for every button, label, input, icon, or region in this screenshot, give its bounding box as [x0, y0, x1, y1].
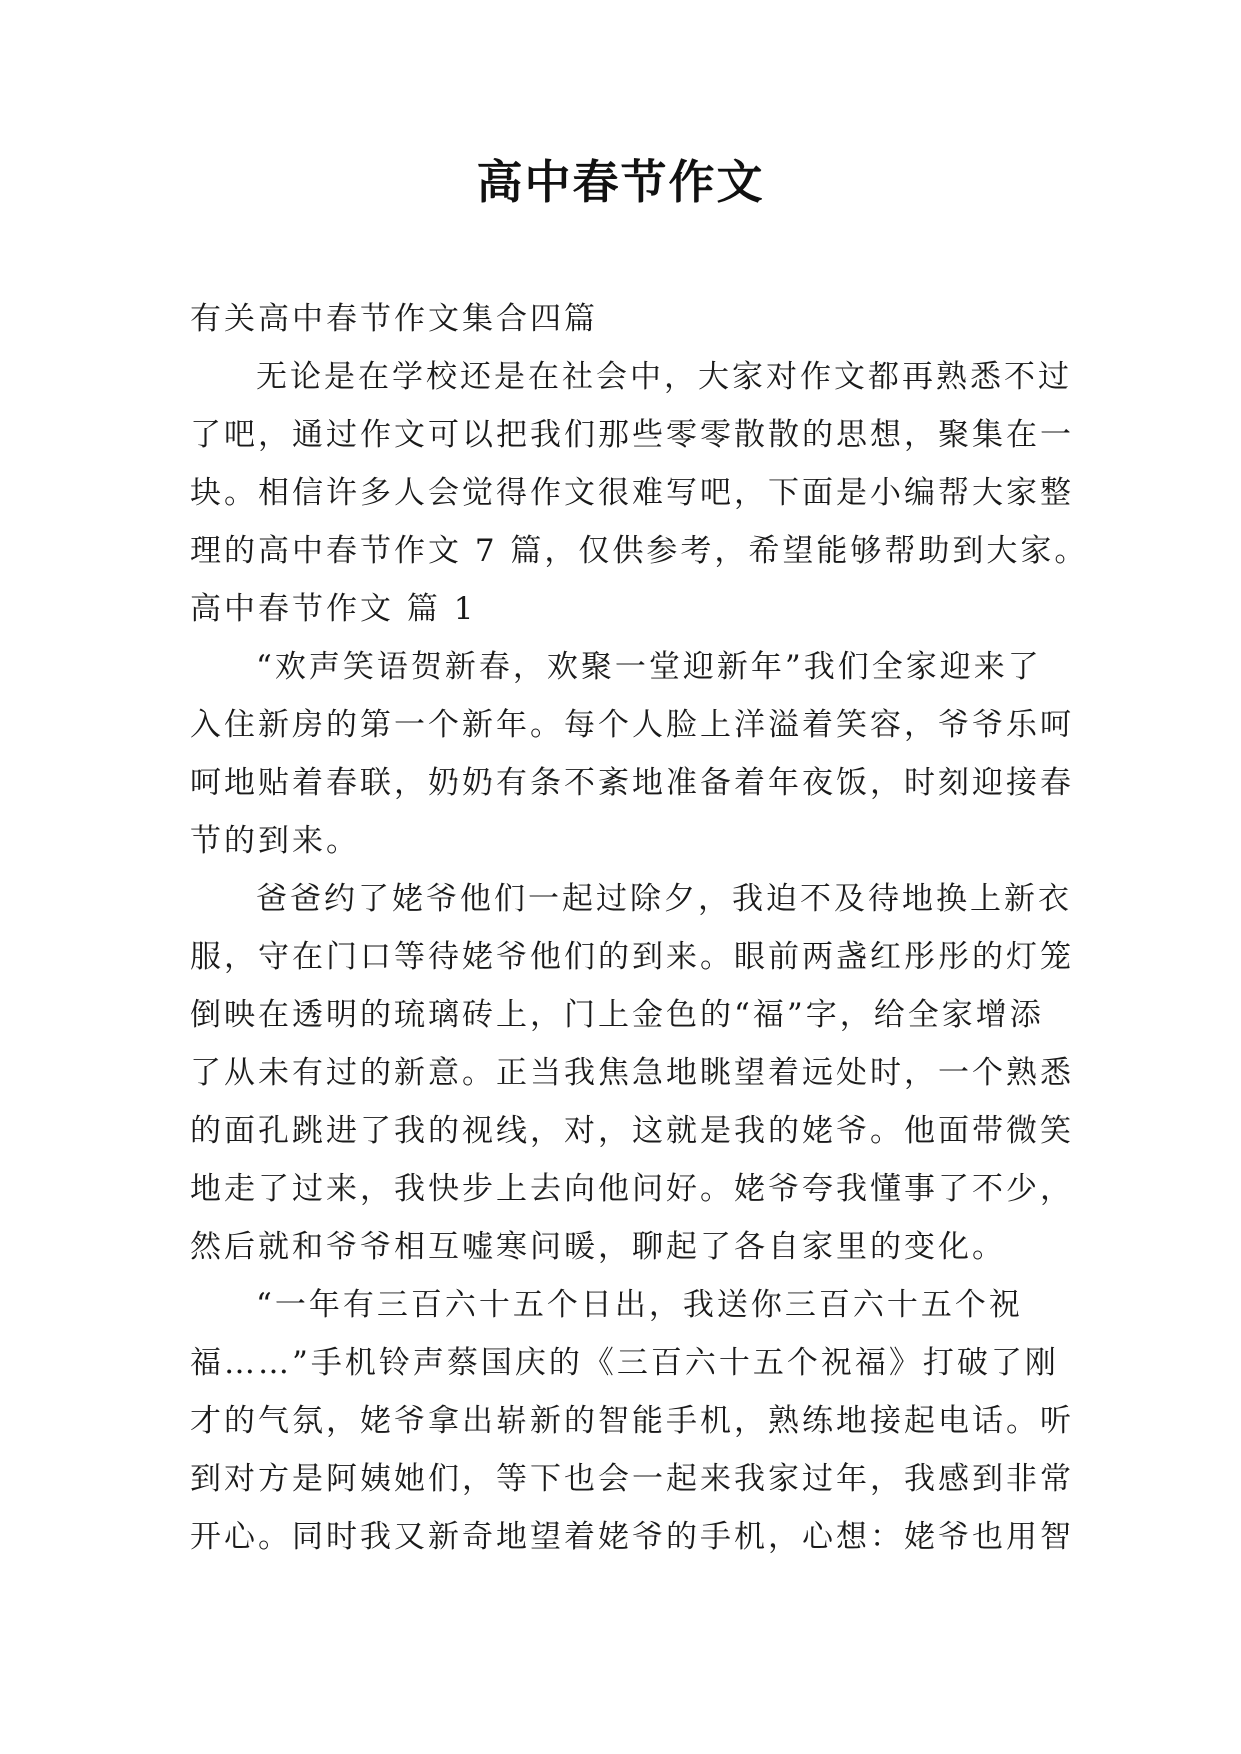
document-body [190, 290, 1089, 1566]
text-line: 块。相信许多人会觉得作文很难写吧，下面是小编帮大家整 [190, 475, 1074, 511]
text-line: 高中春节作文 篇 1 [190, 591, 477, 627]
text-line: 爸爸约了姥爷他们一起过除夕，我迫不及待地换上新衣 [256, 881, 1072, 917]
document-title: 高中春节作文 [476, 155, 765, 209]
text-line: “欢声笑语贺新春，欢聚一堂迎新年”我们全家迎来了 [256, 649, 1042, 685]
text-line: 到对方是阿姨她们，等下也会一起来我家过年，我感到非常 [190, 1461, 1074, 1497]
text-line: 的面孔跳进了我的视线，对，这就是我的姥爷。他面带微笑 [190, 1113, 1074, 1149]
text-line: 了从未有过的新意。正当我焦急地眺望着远处时，一个熟悉 [190, 1055, 1074, 1091]
text-line: 有关高中春节作文集合四篇 [190, 301, 598, 337]
text-line: “一年有三百六十五个日出，我送你三百六十五个祝 [256, 1287, 1023, 1323]
text-line: 节的到来。 [190, 823, 360, 859]
text-line: 才的气氛，姥爷拿出崭新的智能手机，熟练地接起电话。听 [190, 1403, 1074, 1439]
text-line: 开心。同时我又新奇地望着姥爷的手机，心想：姥爷也用智 [190, 1519, 1074, 1555]
text-line: 理的高中春节作文 7 篇，仅供参考，希望能够帮助到大家。 [190, 533, 1089, 569]
text-line: 福……”手机铃声蔡国庆的《三百六十五个祝福》打破了刚 [190, 1345, 1059, 1381]
text-line: 服，守在门口等待姥爷他们的到来。眼前两盏红彤彤的灯笼 [190, 939, 1074, 975]
text-line: 然后就和爷爷相互嘘寒问暖，聊起了各自家里的变化。 [190, 1229, 1006, 1265]
text-line: 地走了过来，我快步上去向他问好。姥爷夸我懂事了不少， [190, 1171, 1074, 1207]
text-line: 呵地贴着春联，奶奶有条不紊地准备着年夜饭，时刻迎接春 [190, 765, 1074, 801]
text-line: 了吧，通过作文可以把我们那些零零散散的思想，聚集在一 [190, 417, 1074, 453]
text-line: 倒映在透明的琉璃砖上，门上金色的“福”字，给全家增添 [190, 997, 1044, 1033]
text-line: 入住新房的第一个新年。每个人脸上洋溢着笑容，爷爷乐呵 [190, 707, 1074, 743]
text-line: 无论是在学校还是在社会中，大家对作文都再熟悉不过 [256, 359, 1072, 395]
